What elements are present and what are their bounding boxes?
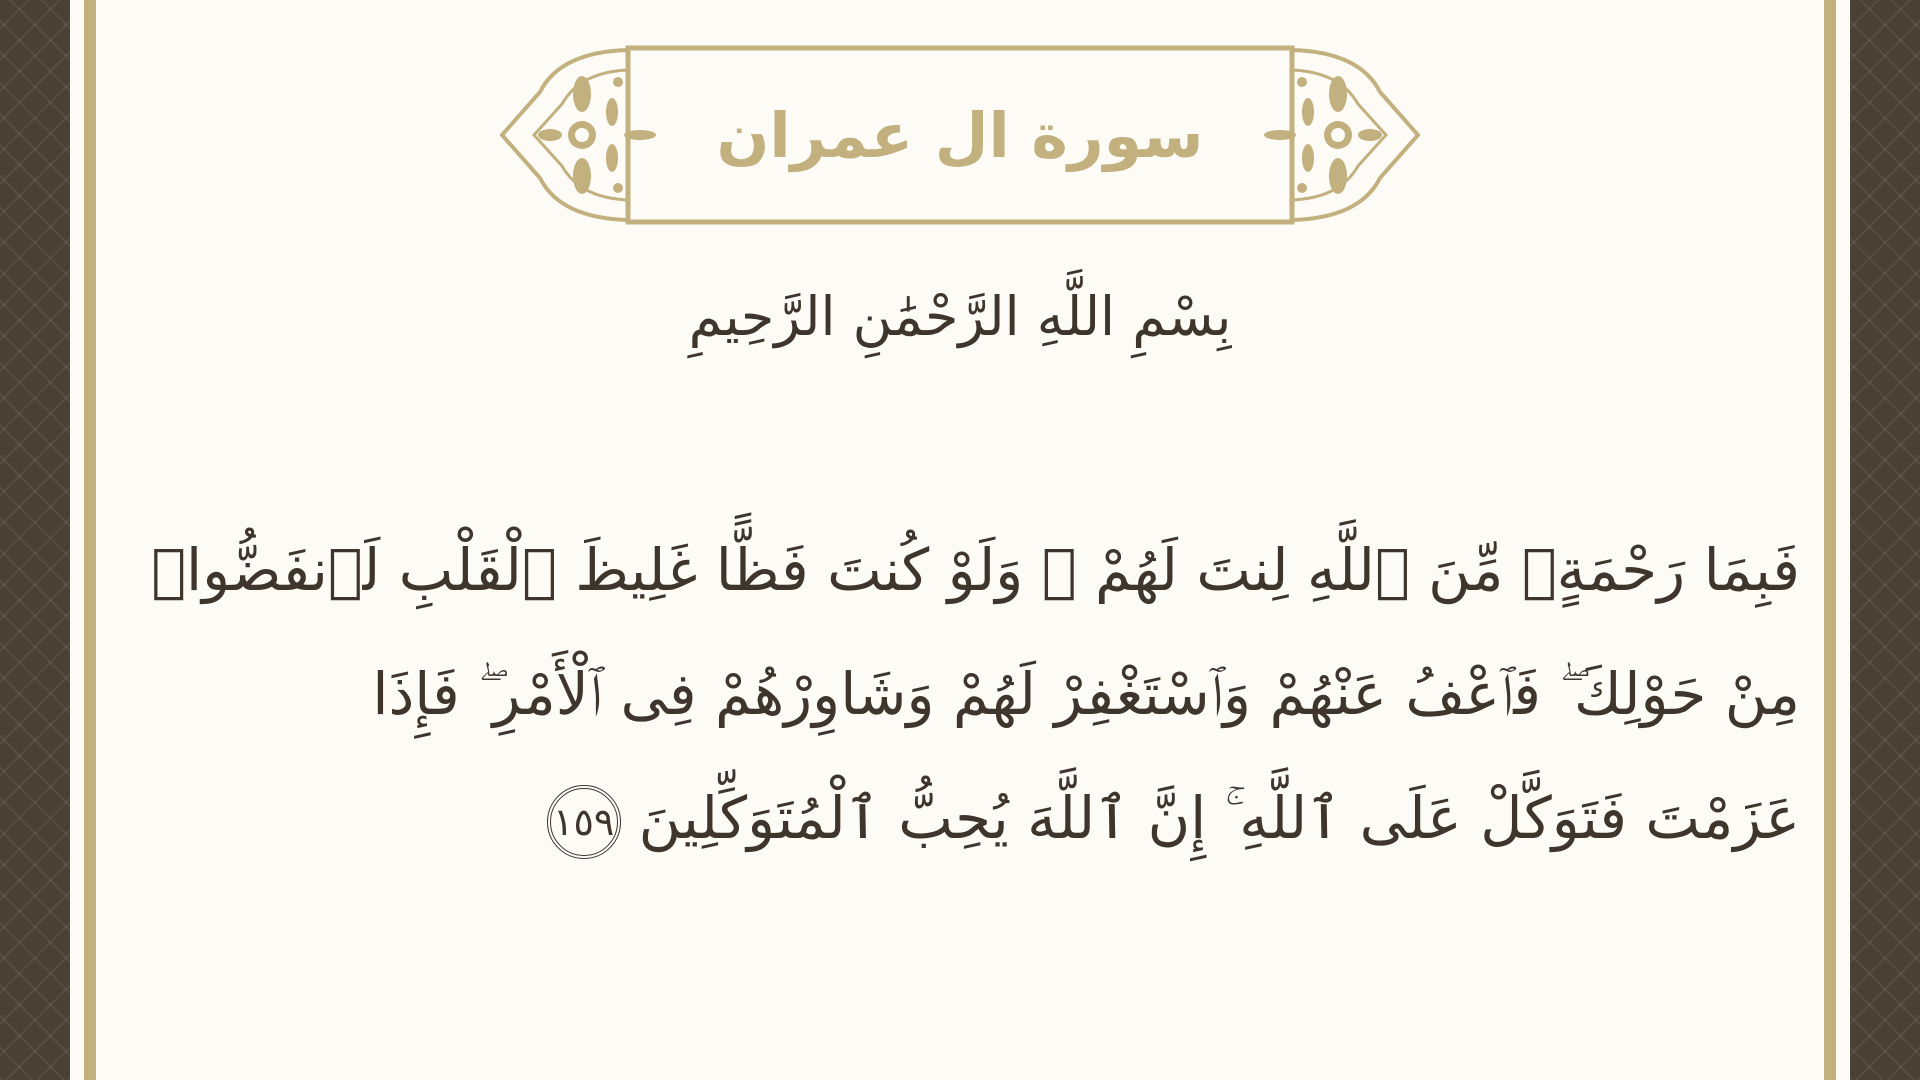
ayah-line-2: مِنْ حَوْلِكَ ۖ فَٱعْفُ عَنْهُمْ وَٱسْتَغْفِرْ لَهُمْ وَشَاوِرْهُمْ فِى ٱلْأَمْرِ ۖ فَإِذَا: [372, 660, 1800, 728]
right-gold-rule: [1824, 0, 1836, 1080]
ayah-line-3: [220, 756, 1800, 880]
surah-title-banner: [500, 42, 1420, 228]
left-ornamental-border: [0, 0, 70, 1080]
bismillah: بِسْمِ اللَّهِ الرَّحْمَٰنِ الرَّحِيمِ: [688, 285, 1232, 348]
left-gold-rule: [84, 0, 96, 1080]
right-ornamental-border: [1850, 0, 1920, 1080]
ayah-number-marker: ١٥٩: [547, 785, 621, 859]
ayah-line-1: فَبِمَا رَحْمَةٍۢ مِّنَ ٱللَّهِ لِنتَ لَهُمْ ۖ وَلَوْ كُنتَ فَظًّا غَلِيظَ ٱلْقَلْبِ لَٱنفَضُّوا۟: [151, 536, 1800, 604]
ayah-text: [151, 508, 1800, 880]
ayah-line-3-text: عَزَمْتَ فَتَوَكَّلْ عَلَى ٱللَّهِ ۚ إِنَّ ٱللَّهَ يُحِبُّ ٱلْمُتَوَكِّلِينَ: [638, 784, 1800, 852]
surah-title: سورة ال عمران: [716, 98, 1204, 172]
